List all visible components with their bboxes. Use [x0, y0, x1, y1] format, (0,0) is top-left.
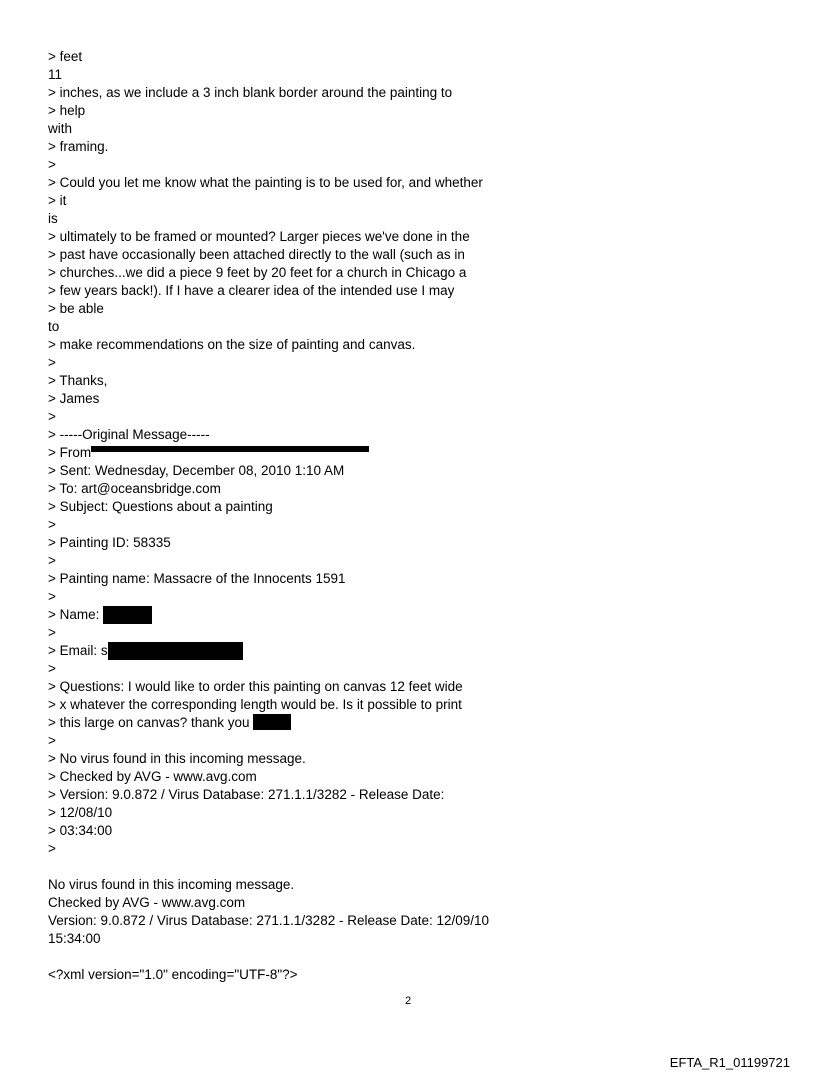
text-line: >: [48, 553, 56, 568]
email-label: > Email:: [48, 643, 101, 658]
virus-footer-line: Checked by AVG - www.avg.com: [48, 895, 246, 910]
text-line: to: [48, 319, 60, 334]
page-number: 2: [404, 995, 412, 1007]
text-line: >: [48, 589, 56, 604]
questions-line: > x whatever the corresponding length would be. Is it possible to print: [48, 697, 462, 712]
text-line: > Could you let me know what the painting is to be used for, and whether: [48, 175, 483, 190]
blank-line: [48, 858, 768, 876]
virus-footer-line: Version: 9.0.872 / Virus Database: 271.1.1/3282 - Release Date: 12/09/10: [48, 913, 490, 928]
email-body: [48, 48, 768, 984]
redaction-bar: [91, 446, 369, 452]
text-line: with: [48, 121, 73, 136]
virus-quoted-line: > 03:34:00: [48, 823, 113, 838]
virus-quoted-line: >: [48, 841, 56, 856]
text-line: > -----Original Message-----: [48, 427, 210, 442]
name-label: > Name:: [48, 607, 104, 622]
from-label: > From: [48, 445, 92, 460]
virus-quoted-line: > Checked by AVG - www.avg.com: [48, 769, 257, 784]
text-line: >: [48, 661, 56, 676]
text-line: > framing.: [48, 139, 109, 154]
virus-quoted-line: > 12/08/10: [48, 805, 113, 820]
text-line: >: [48, 355, 56, 370]
questions-line: [48, 714, 768, 732]
subject-line: > Subject: Questions about a painting: [48, 499, 273, 514]
text-line: > it: [48, 193, 67, 208]
text-line: > Thanks,: [48, 373, 108, 388]
text-line: > feet: [48, 49, 83, 64]
text-line: > inches, as we include a 3 inch blank border around the painting to: [48, 85, 453, 100]
virus-footer-line: 15:34:00: [48, 931, 101, 946]
sent-line: > Sent: Wednesday, December 08, 2010 1:10 AM: [48, 463, 345, 478]
email-line: [48, 642, 768, 660]
questions-last-text: > this large on canvas? thank you: [48, 715, 254, 730]
name-line: [48, 606, 768, 624]
text-line: >: [48, 157, 56, 172]
text-line: 11: [48, 67, 63, 82]
text-line: > make recommendations on the size of painting and canvas.: [48, 337, 416, 352]
text-line: > few years back!). If I have a clearer idea of the intended use I may: [48, 283, 455, 298]
painting-name-line: > Painting name: Massacre of the Innocents 1591: [48, 571, 346, 586]
redaction-bar: [253, 714, 291, 730]
virus-quoted-line: > Version: 9.0.872 / Virus Database: 271.1.1/3282 - Release Date:: [48, 787, 445, 802]
text-line: >: [48, 625, 56, 640]
blank-line: [48, 948, 768, 966]
xml-declaration: <?xml version="1.0" encoding="UTF-8"?>: [48, 967, 298, 982]
text-line: >: [48, 733, 56, 748]
painting-id-line: > Painting ID: 58335: [48, 535, 171, 550]
redaction-bar: [108, 642, 243, 660]
virus-footer-line: No virus found in this incoming message.: [48, 877, 295, 892]
text-line: is: [48, 211, 58, 226]
email-partial: s: [100, 643, 108, 658]
redaction-bar: [103, 606, 152, 624]
text-line: > past have occasionally been attached directly to the wall (such as in: [48, 247, 465, 262]
text-line: > churches...we did a piece 9 feet by 20 feet for a church in Chicago a: [48, 265, 467, 280]
virus-quoted-line: > No virus found in this incoming message.: [48, 751, 306, 766]
text-line: > ultimately to be framed or mounted? Larger pieces we've done in the: [48, 229, 470, 244]
text-line: >: [48, 409, 56, 424]
text-line: >: [48, 517, 56, 532]
from-line: [48, 444, 768, 462]
to-line: > To: art@oceansbridge.com: [48, 481, 221, 496]
bates-number: EFTA_R1_01199721: [669, 1055, 790, 1070]
text-line: > James: [48, 391, 100, 406]
text-line: > be able: [48, 301, 104, 316]
text-line: > help: [48, 103, 86, 118]
questions-line: > Questions: I would like to order this painting on canvas 12 feet wide: [48, 679, 463, 694]
